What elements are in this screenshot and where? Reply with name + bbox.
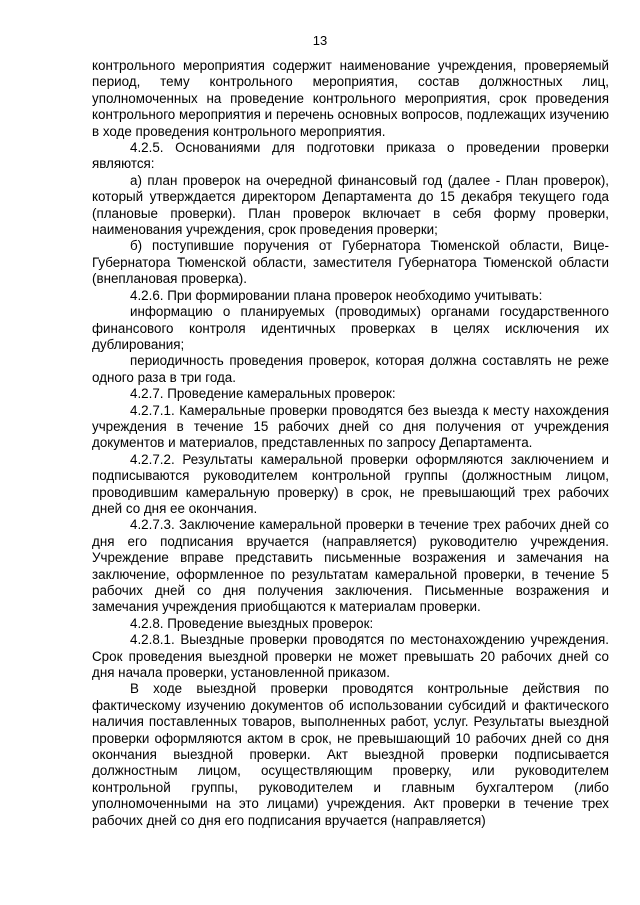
paragraph-continuation: контрольного мероприятия содержит наименование учреждения, проверяемый период, тему контрольного мероприятия, состав должностных лиц, уполномоченных на проведение контрольного мероприятия, срок проведения контрольного мероприятия и перечень основных вопросов, подлежащих изучению в ходе проведения контрольного мероприятия. [92,58,609,139]
document-body [92,58,609,829]
paragraph-4-2-7-1: 4.2.7.1. Камеральные проверки проводятся без выезда к месту нахождения учреждения в течение 15 рабочих дней со дня получения от учреждения документов и материалов, представленных по запросу Департамента. [92,402,609,451]
paragraph-4-2-6: 4.2.6. При формировании плана проверок необходимо учитывать: [130,287,543,303]
paragraph-4-2-5-b: б) поступившие поручения от Губернатора Тюменской области, Вице-Губернатора Тюменской области, заместителя Губернатора Тюменской области (внеплановая проверка). [92,238,609,287]
paragraph-4-2-8-1-cont: В ходе выездной проверки проводятся контрольные действия по фактическому изучению документов об использовании субсидий и фактического наличия поставленных товаров, выполненных работ, услуг. Результаты выездной проверки оформляются актом в срок, не превышающий 10 рабочих дней со дня окончания выездной проверки. Акт выездной проверки подписывается должностным лицом, осуществляющим проверку, или руководителем контрольной группы, руководителем и главным бухгалтером (либо уполномоченными на это лицами) учреждения. Акт проверки в течение трех рабочих дней со дня его подписания вручается (направляется) [92,681,609,828]
paragraph-4-2-8: 4.2.8. Проведение выездных проверок: [130,615,374,631]
paragraph-4-2-7: 4.2.7. Проведение камеральных проверок: [130,386,396,402]
paragraph-4-2-5: 4.2.5. Основаниями для подготовки приказа о проведении проверки являются: [92,140,609,172]
page-number: 13 [312,33,328,48]
paragraph-4-2-6-item-2: периодичность проведения проверок, которая должна составлять не реже одного раза в три года. [92,353,609,385]
paragraph-4-2-7-3: 4.2.7.3. Заключение камеральной проверки в течение трех рабочих дней со дня его подписания вручается (направляется) руководителю учреждения. Учреждение вправе представить письменные возражения и замечания на заключение, оформленное по результатам камеральной проверки, в течение 5 рабочих дней со дня получения заключения. Письменные возражения и замечания учреждения приобщаются к материалам проверки. [92,517,609,615]
paragraph-4-2-6-item-1: информацию о планируемых (проводимых) органами государственного финансового контроля идентичных проверках в целях исключения их дублирования; [92,304,609,352]
paragraph-4-2-7-2: 4.2.7.2. Результаты камеральной проверки оформляются заключением и подписываются руководителем контрольной группы (должностным лицом, проводившим камеральную проверку) в срок, не превышающий трех рабочих дней со дня ее окончания. [92,451,609,516]
paragraph-4-2-5-a: а) план проверок на очередной финансовый год (далее - План проверок), который утверждается директором Департамента до 15 декабря текущего года (плановые проверки). План проверок включает в себя форму проверки, наименования учреждения, срок проведения проверки; [92,172,609,238]
paragraph-4-2-8-1: 4.2.8.1. Выездные проверки проводятся по местонахождению учреждения. Срок проведения выездной проверки не может превышать 20 рабочих дней со дня начала проверки, установленной приказом. [92,632,609,681]
